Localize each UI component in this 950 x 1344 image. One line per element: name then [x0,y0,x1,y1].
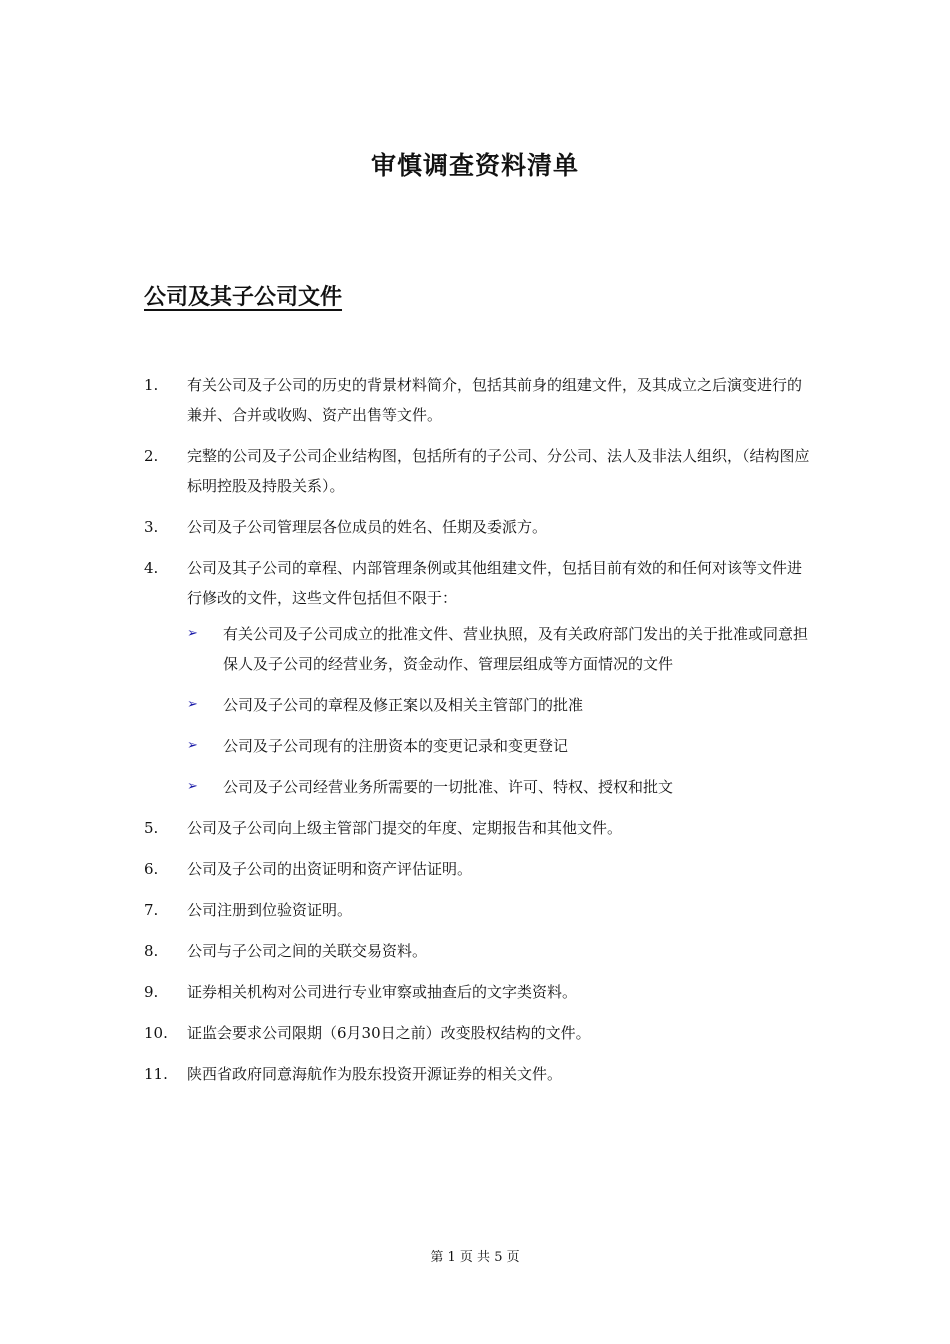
item-number: 7. [144,901,159,919]
item-body [187,553,814,802]
sub-item-text: 公司及子公司经营业务所需要的一切批准、许可、特权、授权和批文 [223,778,674,796]
sub-list-item [187,731,814,761]
sub-item-text: 公司及子公司现有的注册资本的变更记录和变更登记 [223,737,569,755]
item-number: 3. [144,518,159,536]
arrow-bullet-icon: ➢ [187,779,198,794]
sub-list-item [187,690,814,720]
list-item [144,1018,814,1048]
list-item [144,936,814,966]
list-item [144,854,814,884]
arrow-bullet-icon: ➢ [187,738,198,753]
list-item [144,895,814,925]
arrow-bullet-icon: ➢ [187,697,198,712]
item-number: 11. [144,1065,168,1083]
list-item [144,370,814,430]
item-text: 公司及子公司的出资证明和资产评估证明。 [187,860,473,878]
sub-item-text: 有关公司及子公司成立的批准文件、营业执照，及有关政府部门发出的关于批准或同意担保人及子公司的经营业务，资金动作、管理层组成等方面情况的文件 [223,625,809,673]
item-number: 5. [144,819,159,837]
page-footer: 第 1 页 共 5 页 [430,1250,520,1265]
item-number: 4. [144,559,159,577]
list-item [144,1059,814,1089]
list-item [144,977,814,1007]
checklist [144,370,814,1100]
sub-list [187,619,814,802]
item-number: 2. [144,447,159,465]
item-text: 陕西省政府同意海航作为股东投资开源证券的相关文件。 [187,1065,563,1083]
item-number: 9. [144,983,159,1001]
document-title: 审慎调查资料清单 [370,151,579,180]
item-text: 公司与子公司之间的关联交易资料。 [187,942,428,960]
section-heading: 公司及其子公司文件 [144,285,343,310]
sub-item-text: 公司及子公司的章程及修正案以及相关主管部门的批准 [223,696,584,714]
sub-list-item [187,619,814,679]
list-item [144,813,814,843]
item-text: 有关公司及子公司的历史的背景材料简介，包括其前身的组建文件，及其成立之后演变进行的兼并、合并或收购、资产出售等文件。 [187,376,803,424]
item-number: 10. [144,1024,168,1042]
item-text: 证券相关机构对公司进行专业审察或抽查后的文字类资料。 [187,983,578,1001]
sub-list-item [187,772,814,802]
item-text: 完整的公司及子公司企业结构图，包括所有的子公司、分公司、法人及非法人组织，（结构图应标明控股及持股关系）。 [187,447,810,495]
list-item [144,441,814,501]
arrow-bullet-icon: ➢ [187,626,198,641]
item-number: 1. [144,376,159,394]
list-item [144,553,814,802]
item-text: 证监会要求公司限期（6月30日之前）改变股权结构的文件。 [187,1024,591,1042]
item-text: 公司注册到位验资证明。 [187,901,353,919]
item-text: 公司及其子公司的章程、内部管理条例或其他组建文件，包括目前有效的和任何对该等文件进行修改的文件，这些文件包括但不限于： [187,559,803,607]
list-item [144,512,814,542]
item-number: 6. [144,860,159,878]
item-text: 公司及子公司管理层各位成员的姓名、任期及委派方。 [187,518,548,536]
item-number: 8. [144,942,159,960]
item-text: 公司及子公司向上级主管部门提交的年度、定期报告和其他文件。 [187,819,623,837]
